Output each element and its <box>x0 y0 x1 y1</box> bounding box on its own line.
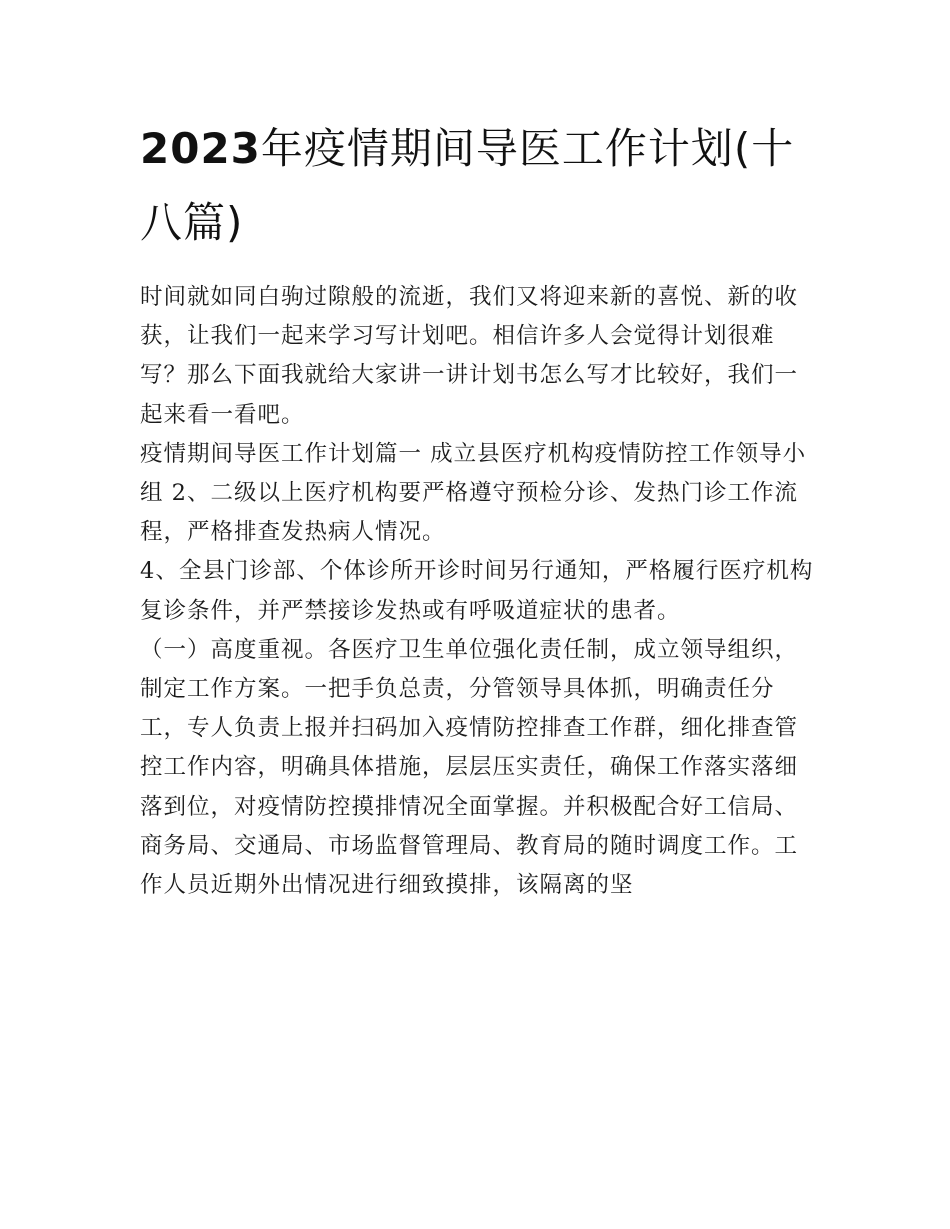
document-body <box>140 278 820 905</box>
paragraph-plan-one: 疫情期间导医工作计划篇一 成立县医疗机构疫情防控工作领导小组 2、二级以上医疗机构要严格遵守预检分诊、发热门诊工作流程，严格排查发热病人情况。 <box>140 440 807 546</box>
document-title <box>140 112 830 260</box>
title-year: 2023 <box>140 124 261 173</box>
paragraph-clinics: 4、全县门诊部、个体诊所开诊时间另行通知，严格履行医疗机构复诊条件，并严禁接诊发热或有呼吸道症状的患者。 <box>140 558 814 624</box>
paragraph-intro: 时间就如同白驹过隙般的流逝，我们又将迎来新的喜悦、新的收获，让我们一起来学习写计划吧。相信许多人会觉得计划很难写？那么下面我就给大家讲一讲计划书怎么写才比较好，我们一起来看一看吧。 <box>140 284 799 428</box>
paragraph-high-attention: （一）高度重视。各医疗卫生单位强化责任制，成立领导组织，制定工作方案。一把手负总责，分管领导具体抓，明确责任分工，专人负责上报并扫码加入疫情防控排查工作群，细化排查管控工作内容，明确具体措施，层层压实责任，确保工作落实落细落到位，对疫情防控摸排情况全面掌握。并积极配合好工信局、商务局、交通局、市场监督管理局、教育局的随时调度工作。工作人员近期外出情况进行细致摸排，该隔离的坚 <box>140 636 799 899</box>
title-text: 年疫情期间导医工作计划(十八篇) <box>140 124 795 247</box>
